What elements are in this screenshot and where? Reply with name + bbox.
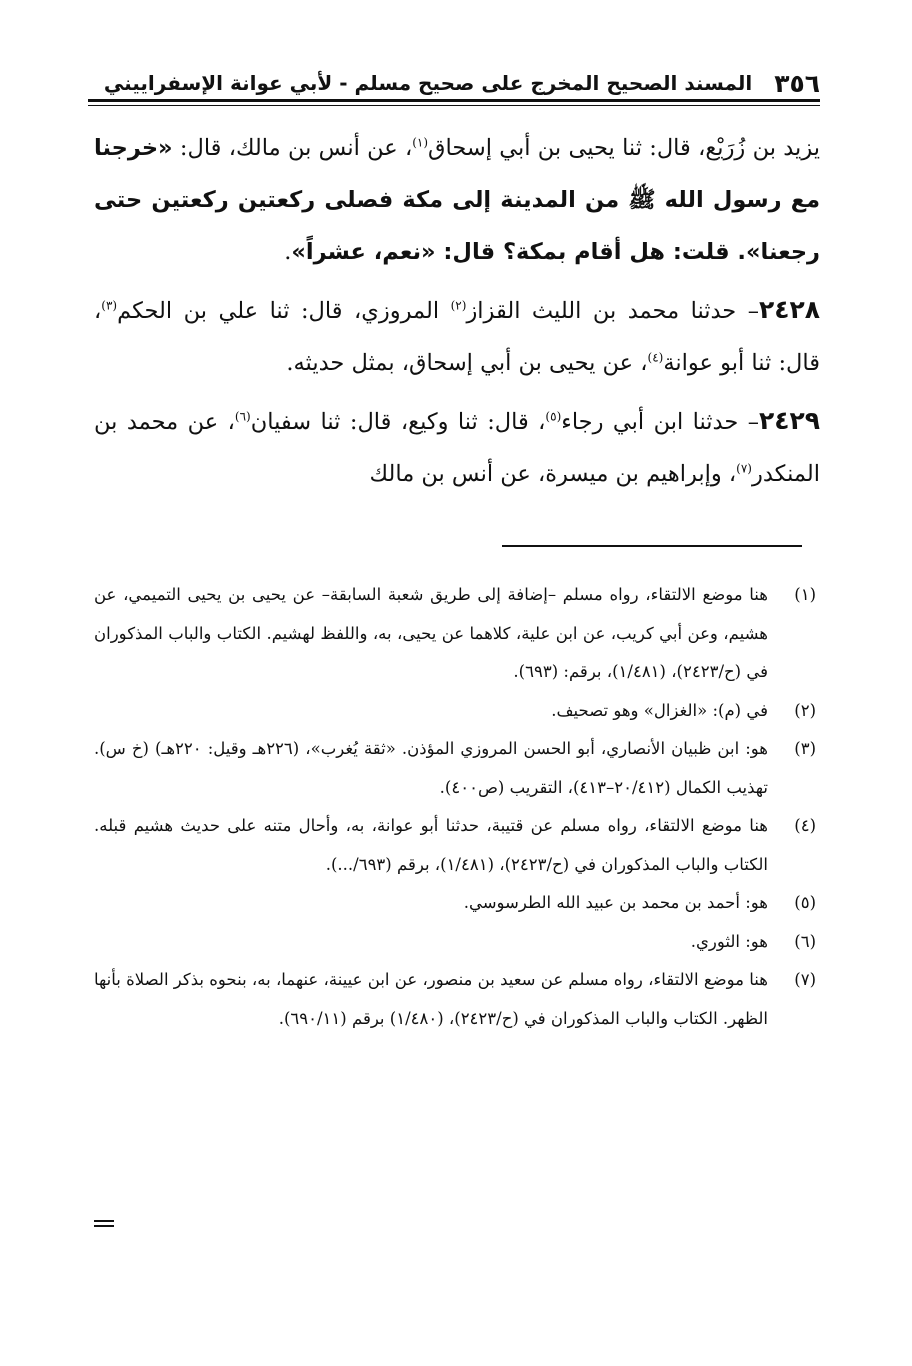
footnote-3 bbox=[94, 730, 816, 807]
footnote-ref: (٢) bbox=[450, 298, 467, 313]
paragraph-continuation: يزيد بن زُرَيْع، قال: ثنا يحيى بن أبي إسحاق$^{(١)}$، عن أنس بن مالك، قال: «خرجنا مع رسول الله ﷺ من المدينة إلى مكة فصلى ركعتين ركعتين حتى رجعنا». قلت: هل أقام بمكة؟ قال: «نعم، عشراً». bbox=[94, 135, 820, 265]
hadith-number: ٢٤٢٨ bbox=[758, 295, 820, 324]
footnotes bbox=[94, 576, 816, 1038]
running-title: المسند الصحيح المخرج على صحيح مسلم - لأبي عوانة الإسفراييني bbox=[103, 71, 753, 95]
footnote-number: (٣) bbox=[794, 739, 816, 758]
footnote-number: (١) bbox=[794, 585, 816, 604]
footnote-ref: (١) bbox=[412, 135, 429, 150]
hadith-2428: ٢٤٢٨– حدثنا محمد بن الليث القزاز$^{(٢)}$ المروزي، قال: ثنا علي بن الحكم$^{(٣)}$، قال: ثنا أبو عوانة$^{(٤)}$، عن يحيى بن أبي إسحاق، بمثل حديثه. bbox=[94, 295, 820, 376]
footnote-1 bbox=[94, 576, 816, 692]
footnote-text: هنا موضع الالتقاء، رواه مسلم –إضافة إلى طريق شعبة السابقة– عن يحيى بن يحيى التميمي، عن هشيم، وعن أبي كريب، عن ابن علية، كلاهما عن يحيى، به، واللفظ لهشيم. الكتاب والباب المذكوران في (ح/٢٤٢٣)، (١/٤٨١)، برقم: (٦٩٣). bbox=[94, 585, 768, 681]
footnote-text: هو: الثوري. bbox=[690, 931, 768, 951]
page-number: ٣٥٦ bbox=[774, 68, 820, 98]
footnote-ref: (٦) bbox=[234, 409, 251, 424]
footnote-text: هنا موضع الالتقاء، رواه مسلم عن سعيد بن منصور، عن ابن عيينة، عنهما، به، بنحوه بذكر الصلاة بأنها الظهر. الكتاب والباب المذكوران في (ح/٢٤٢٣)، (١/٤٨٠) برقم (٦٩٠/١١). bbox=[94, 970, 768, 1028]
hadith-2429: ٢٤٢٩– حدثنا ابن أبي رجاء$^{(٥)}$، قال: ثنا وكيع، قال: ثنا سفيان$^{(٦)}$، عن محمد بن المنكدر$^{(٧)}$، وإبراهيم بن ميسرة، عن أنس بن مالك bbox=[94, 406, 820, 487]
footnote-separator bbox=[502, 545, 802, 547]
footnote-6 bbox=[94, 923, 816, 962]
footnote-number: (٢) bbox=[794, 700, 816, 720]
footnote-5 bbox=[94, 884, 816, 923]
footnote-ref: (٧) bbox=[736, 461, 752, 476]
page-end-mark bbox=[94, 1220, 114, 1227]
footnote-text: هو: ابن ظبيان الأنصاري، أبو الحسن المروزي المؤذن. «ثقة يُغرب»، (٢٢٦هـ وقيل: ٢٢٠هـ) (خ س). تهذيب الكمال (٢٠/٤١٢–٤١٣)، التقريب (ص٤٠٠). bbox=[94, 739, 769, 797]
footnote-ref: (٣) bbox=[101, 298, 118, 313]
footnote-4 bbox=[94, 807, 816, 884]
footnote-text: هنا موضع الالتقاء، رواه مسلم عن قتيبة، حدثنا أبو عوانة، به، وأحال متنه على حديث هشيم قبله. الكتاب والباب المذكوران في (ح/٢٤٢٣)، (١/٤٨١)، برقم (٦٩٣/...). bbox=[94, 816, 768, 874]
footnote-ref: (٥) bbox=[545, 409, 562, 424]
header-rule-thick bbox=[88, 99, 820, 102]
page-header bbox=[88, 66, 820, 100]
footnote-text: في (م): «الغزال» وهو تصحيف. bbox=[551, 700, 768, 720]
main-text bbox=[94, 122, 820, 500]
footnote-number: (٦) bbox=[794, 931, 816, 951]
hadith-quote: «خرجنا مع رسول الله ﷺ من المدينة إلى مكة فصلى ركعتين ركعتين حتى رجعنا». قلت: هل أقام بمكة؟ قال: «نعم، عشراً» bbox=[94, 135, 820, 265]
header-rule-thin bbox=[88, 105, 820, 106]
footnote-2 bbox=[94, 692, 816, 731]
footnote-number: (٥) bbox=[794, 893, 816, 912]
footnote-7 bbox=[94, 961, 816, 1038]
footnote-ref: (٤) bbox=[647, 350, 664, 365]
footnote-number: (٤) bbox=[794, 816, 816, 835]
footnote-number: (٧) bbox=[794, 970, 816, 989]
hadith-number: ٢٤٢٩ bbox=[758, 406, 820, 435]
footnote-text: هو: أحمد بن محمد بن عبيد الله الطرسوسي. bbox=[463, 893, 768, 912]
